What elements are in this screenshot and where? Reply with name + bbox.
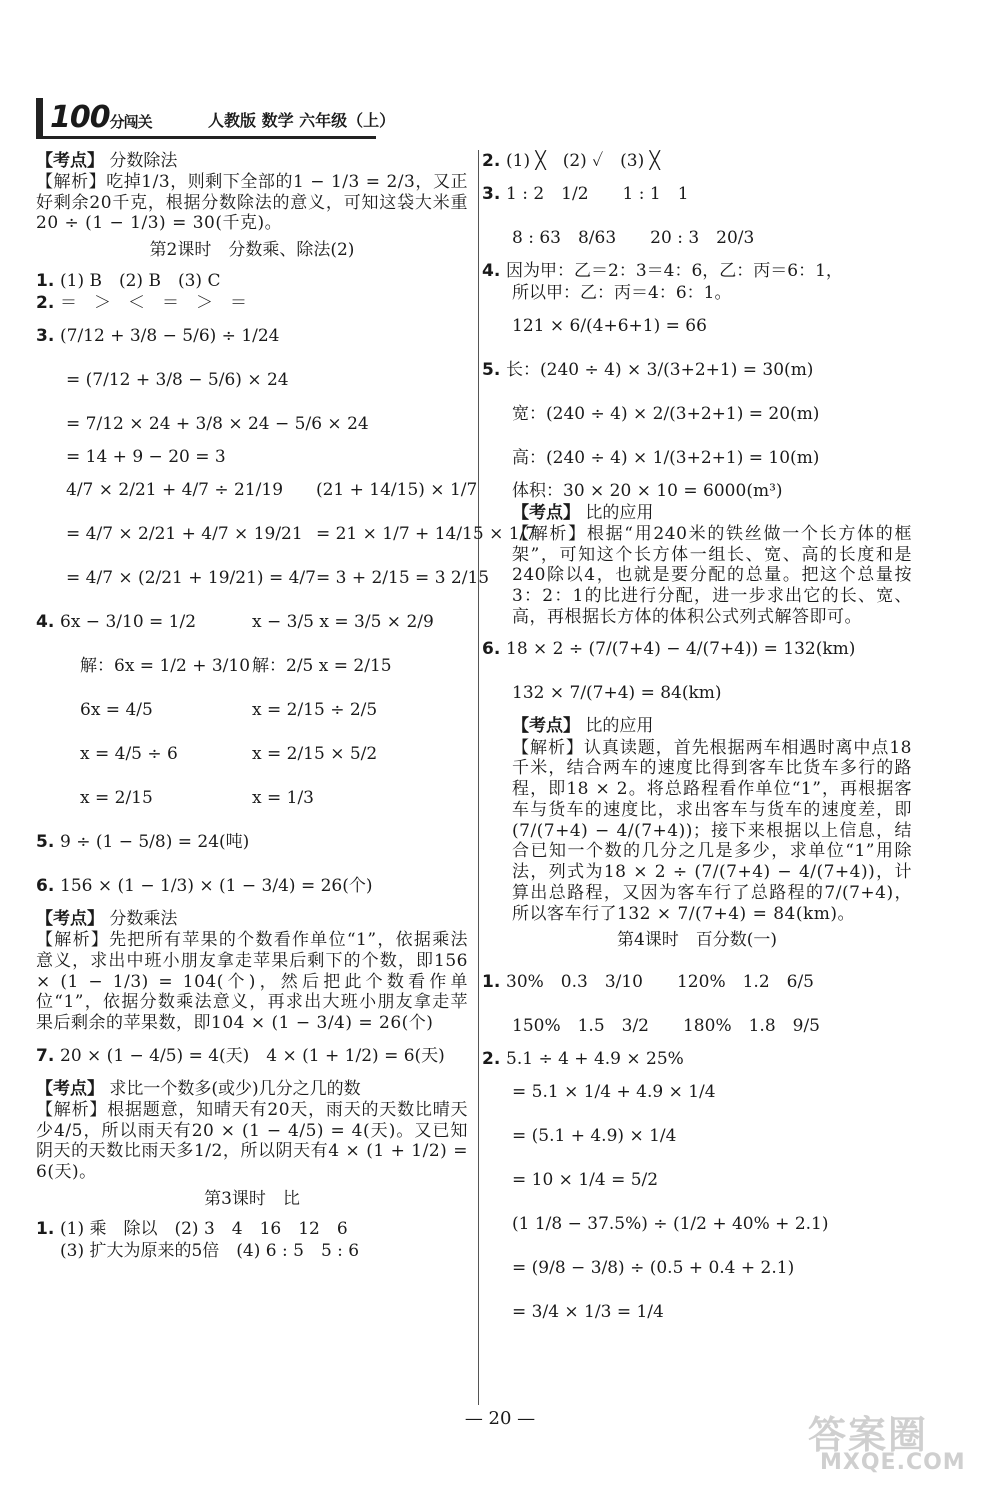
calc-line: = 7/12 × 24 + 3/8 × 24 − 5/6 × 24 bbox=[66, 413, 369, 434]
answer-2: 2. ＝ ＞ ＜ ＝ ＞ ＝ bbox=[36, 292, 247, 313]
calc-line: = 14 + 9 − 20 = 3 bbox=[66, 446, 226, 467]
answer-1-cont: 150% 1.5 3/2 180% 1.8 9/5 bbox=[512, 1015, 820, 1036]
lesson-title: 第2课时 分数乘、除法(2) bbox=[149, 240, 355, 261]
answer-4: 4. 因为甲：乙＝2：3＝4：6，乙：丙＝6：1， bbox=[482, 260, 843, 281]
analysis-paragraph: 【解析】根据“用240米的铁丝做一个长方体的框架”，可知这个长方体一组长、宽、高的长度和是240除以4，也就是要分配的总量。把这个总量按3：2：1的比进行分配，进一步求出它的长、宽、高，再根据长方体的体积公式列式解答即可。 bbox=[512, 524, 912, 627]
answer-4-cont: 所以甲：乙：丙＝4：6：1。 bbox=[512, 282, 732, 303]
equation-line: x = 1/3 bbox=[252, 787, 314, 808]
calc-line: (1 1/8 − 37.5%) ÷ (1/2 + 40% + 2.1) bbox=[512, 1213, 829, 1234]
book-title: 人教版 数学 六年级（上） bbox=[208, 111, 396, 130]
answer-4-calc: 121 × 6/(4+6+1) = 66 bbox=[512, 315, 707, 336]
kaodian-line: 【考点】 分数乘法 bbox=[36, 908, 178, 929]
watermark-url: MXQE.COM bbox=[820, 1450, 966, 1475]
equation-line: 6x = 4/5 bbox=[80, 699, 153, 720]
equation-line: 解：2/5 x = 2/15 bbox=[252, 655, 392, 676]
equation-line: x = 2/15 × 5/2 bbox=[252, 743, 378, 764]
equation-line: x = 4/5 ÷ 6 bbox=[80, 743, 178, 764]
calc-line: = 21 × 1/7 + 14/15 × 1/7 bbox=[315, 523, 537, 544]
answer-3-line: 3. (7/12 + 3/8 − 5/6) ÷ 1/24 bbox=[36, 325, 280, 346]
answer-1: 1. 30% 0.3 3/10 120% 1.2 6/5 bbox=[482, 971, 814, 992]
answer-3-cont: 8 : 63 8/63 20 : 3 20/3 bbox=[512, 227, 755, 248]
answer-5-calc: 体积：30 × 20 × 10 = 6000(m³) bbox=[512, 480, 783, 501]
calc-line: = (9/8 − 3/8) ÷ (0.5 + 0.4 + 2.1) bbox=[512, 1257, 795, 1278]
kaodian-line: 【考点】 分数除法 bbox=[36, 150, 178, 171]
calc-line: = (5.1 + 4.9) × 1/4 bbox=[512, 1125, 677, 1146]
header-rule bbox=[36, 136, 376, 139]
equation-line: x − 3/5 x = 3/5 × 2/9 bbox=[252, 611, 434, 632]
equation-line: x = 2/15 bbox=[80, 787, 153, 808]
calc-line: = (7/12 + 3/8 − 5/6) × 24 bbox=[66, 369, 289, 390]
calc-line: = 5.1 × 1/4 + 4.9 × 1/4 bbox=[512, 1081, 716, 1102]
page-number: — 20 — bbox=[464, 1408, 536, 1429]
calc-line: = 4/7 × (2/21 + 19/21) = 4/7 bbox=[66, 567, 316, 588]
kaodian-line: 【考点】 比的应用 bbox=[512, 502, 654, 523]
calc-line: = 10 × 1/4 = 5/2 bbox=[512, 1169, 659, 1190]
lesson-title: 第4课时 百分数(一) bbox=[616, 930, 778, 951]
brand-logo: 100分闯关 bbox=[50, 100, 152, 135]
answer-2: 2. 5.1 ÷ 4 + 4.9 × 25% bbox=[482, 1048, 684, 1069]
analysis-paragraph: 【解析】吃掉1/3，则剩下全部的1 − 1/3 = 2/3，又正好剩余20千克，根据分数除法的意义，可知这袋大米重20 ÷ (1 − 1/3) = 30(千克)。 bbox=[36, 172, 468, 234]
kaodian-line: 【考点】 求比一个数多(或少)几分之几的数 bbox=[36, 1078, 361, 1099]
equation-line: 解：6x = 1/2 + 3/10 bbox=[80, 655, 251, 676]
column-divider bbox=[478, 150, 479, 1405]
answer-5-calc: 宽：(240 ÷ 4) × 2/(3+2+1) = 20(m) bbox=[512, 403, 820, 424]
answer-1: 1. (1) 乘 除以 (2) 3 4 16 12 6 bbox=[36, 1219, 348, 1240]
calc-pair bbox=[36, 468, 537, 600]
answer-6: 6. 156 × (1 − 1/3) × (1 − 3/4) = 26(个) bbox=[36, 875, 373, 896]
equation-line: x = 2/15 ÷ 2/5 bbox=[252, 699, 378, 720]
equation-pair bbox=[36, 600, 468, 820]
answer-3: 3. 1 : 2 1/2 1 : 1 1 bbox=[482, 183, 689, 204]
analysis-paragraph: 【解析】根据题意，知晴天有20天，雨天的天数比晴天少4/5，所以雨天有20 × (1 − 4/5) = 4(天)。又已知阴天的天数比雨天多1/2，所以阴天有4 × (1 + 1/2) = 6(天)。 bbox=[36, 1099, 468, 1183]
page-header bbox=[36, 98, 496, 138]
answer-6-calc: 132 × 7/(7+4) = 84(km) bbox=[512, 683, 722, 704]
watermark-text: 答案圈 bbox=[808, 1413, 929, 1457]
answer-1: 1. (1) B (2) B (3) C bbox=[36, 270, 221, 291]
analysis-paragraph: 【解析】认真读题，首先根据两车相遇时离中点18千米，结合两车的速度比得到客车比货车多行的路程，即18 × 2。将总路程看作单位“1”，再根据客车与货车的速度比，求出客车与货车的速度差，即(7/(7+4) − 4/(7+4))；接下来根据以上信息，结合已知一个数的几分之几是多少，求单位“1”用除法，列式为18 × 2 ÷ (7/(7+4) − 4/(7+4))，计算出总路程，又因为客车行了总路程的7/(7+4)，所以客车行了132 × 7/(7+4) = 84(km)。 bbox=[512, 737, 912, 924]
answer-2: 2. (1) ╳ (2) ✓ (3) ╳ bbox=[482, 150, 660, 171]
answer-7: 7. 20 × (1 − 4/5) = 4(天) 4 × (1 + 1/2) = 6(天) bbox=[36, 1045, 445, 1066]
watermark bbox=[800, 1400, 990, 1482]
kaodian-line: 【考点】 比的应用 bbox=[512, 716, 654, 737]
answer-6: 6. 18 × 2 ÷ (7/(7+4) − 4/(7+4)) = 132(km) bbox=[482, 639, 856, 660]
equation-line: 4. 6x − 3/10 = 1/2 bbox=[36, 611, 197, 632]
calc-line: 4/7 × 2/21 + 4/7 ÷ 21/19 bbox=[66, 479, 284, 500]
calc-line: = 3/4 × 1/3 = 1/4 bbox=[512, 1301, 664, 1322]
answer-1-cont: (3) 扩大为原来的5倍 (4) 6 : 5 5 : 6 bbox=[60, 1241, 360, 1262]
right-column bbox=[482, 150, 912, 1334]
calc-line: = 4/7 × 2/21 + 4/7 × 19/21 bbox=[66, 523, 303, 544]
calc-line: = 3 + 2/15 = 3 2/15 bbox=[315, 567, 490, 588]
left-column bbox=[36, 150, 537, 1263]
calc-line: (21 + 14/15) × 1/7 bbox=[315, 479, 478, 500]
lesson-title: 第3课时 比 bbox=[204, 1188, 300, 1209]
header-bar bbox=[36, 98, 43, 138]
answer-5: 5. 长：(240 ÷ 4) × 3/(3+2+1) = 30(m) bbox=[482, 359, 814, 380]
answer-5: 5. 9 ÷ (1 − 5/8) = 24(吨) bbox=[36, 831, 250, 852]
analysis-paragraph: 【解析】先把所有苹果的个数看作单位“1”，依据乘法意义，求出中班小朋友拿走苹果后剩下的个数，即156 × (1 − 1/3) = 104(个)，然后把此个数看作单位“1”，依据分数乘法意义，再求出大班小朋友拿走苹果后剩余的苹果数，即104 × (1 − 3/4) = 26(个) bbox=[36, 930, 468, 1034]
answer-5-calc: 高：(240 ÷ 4) × 1/(3+2+1) = 10(m) bbox=[512, 447, 820, 468]
